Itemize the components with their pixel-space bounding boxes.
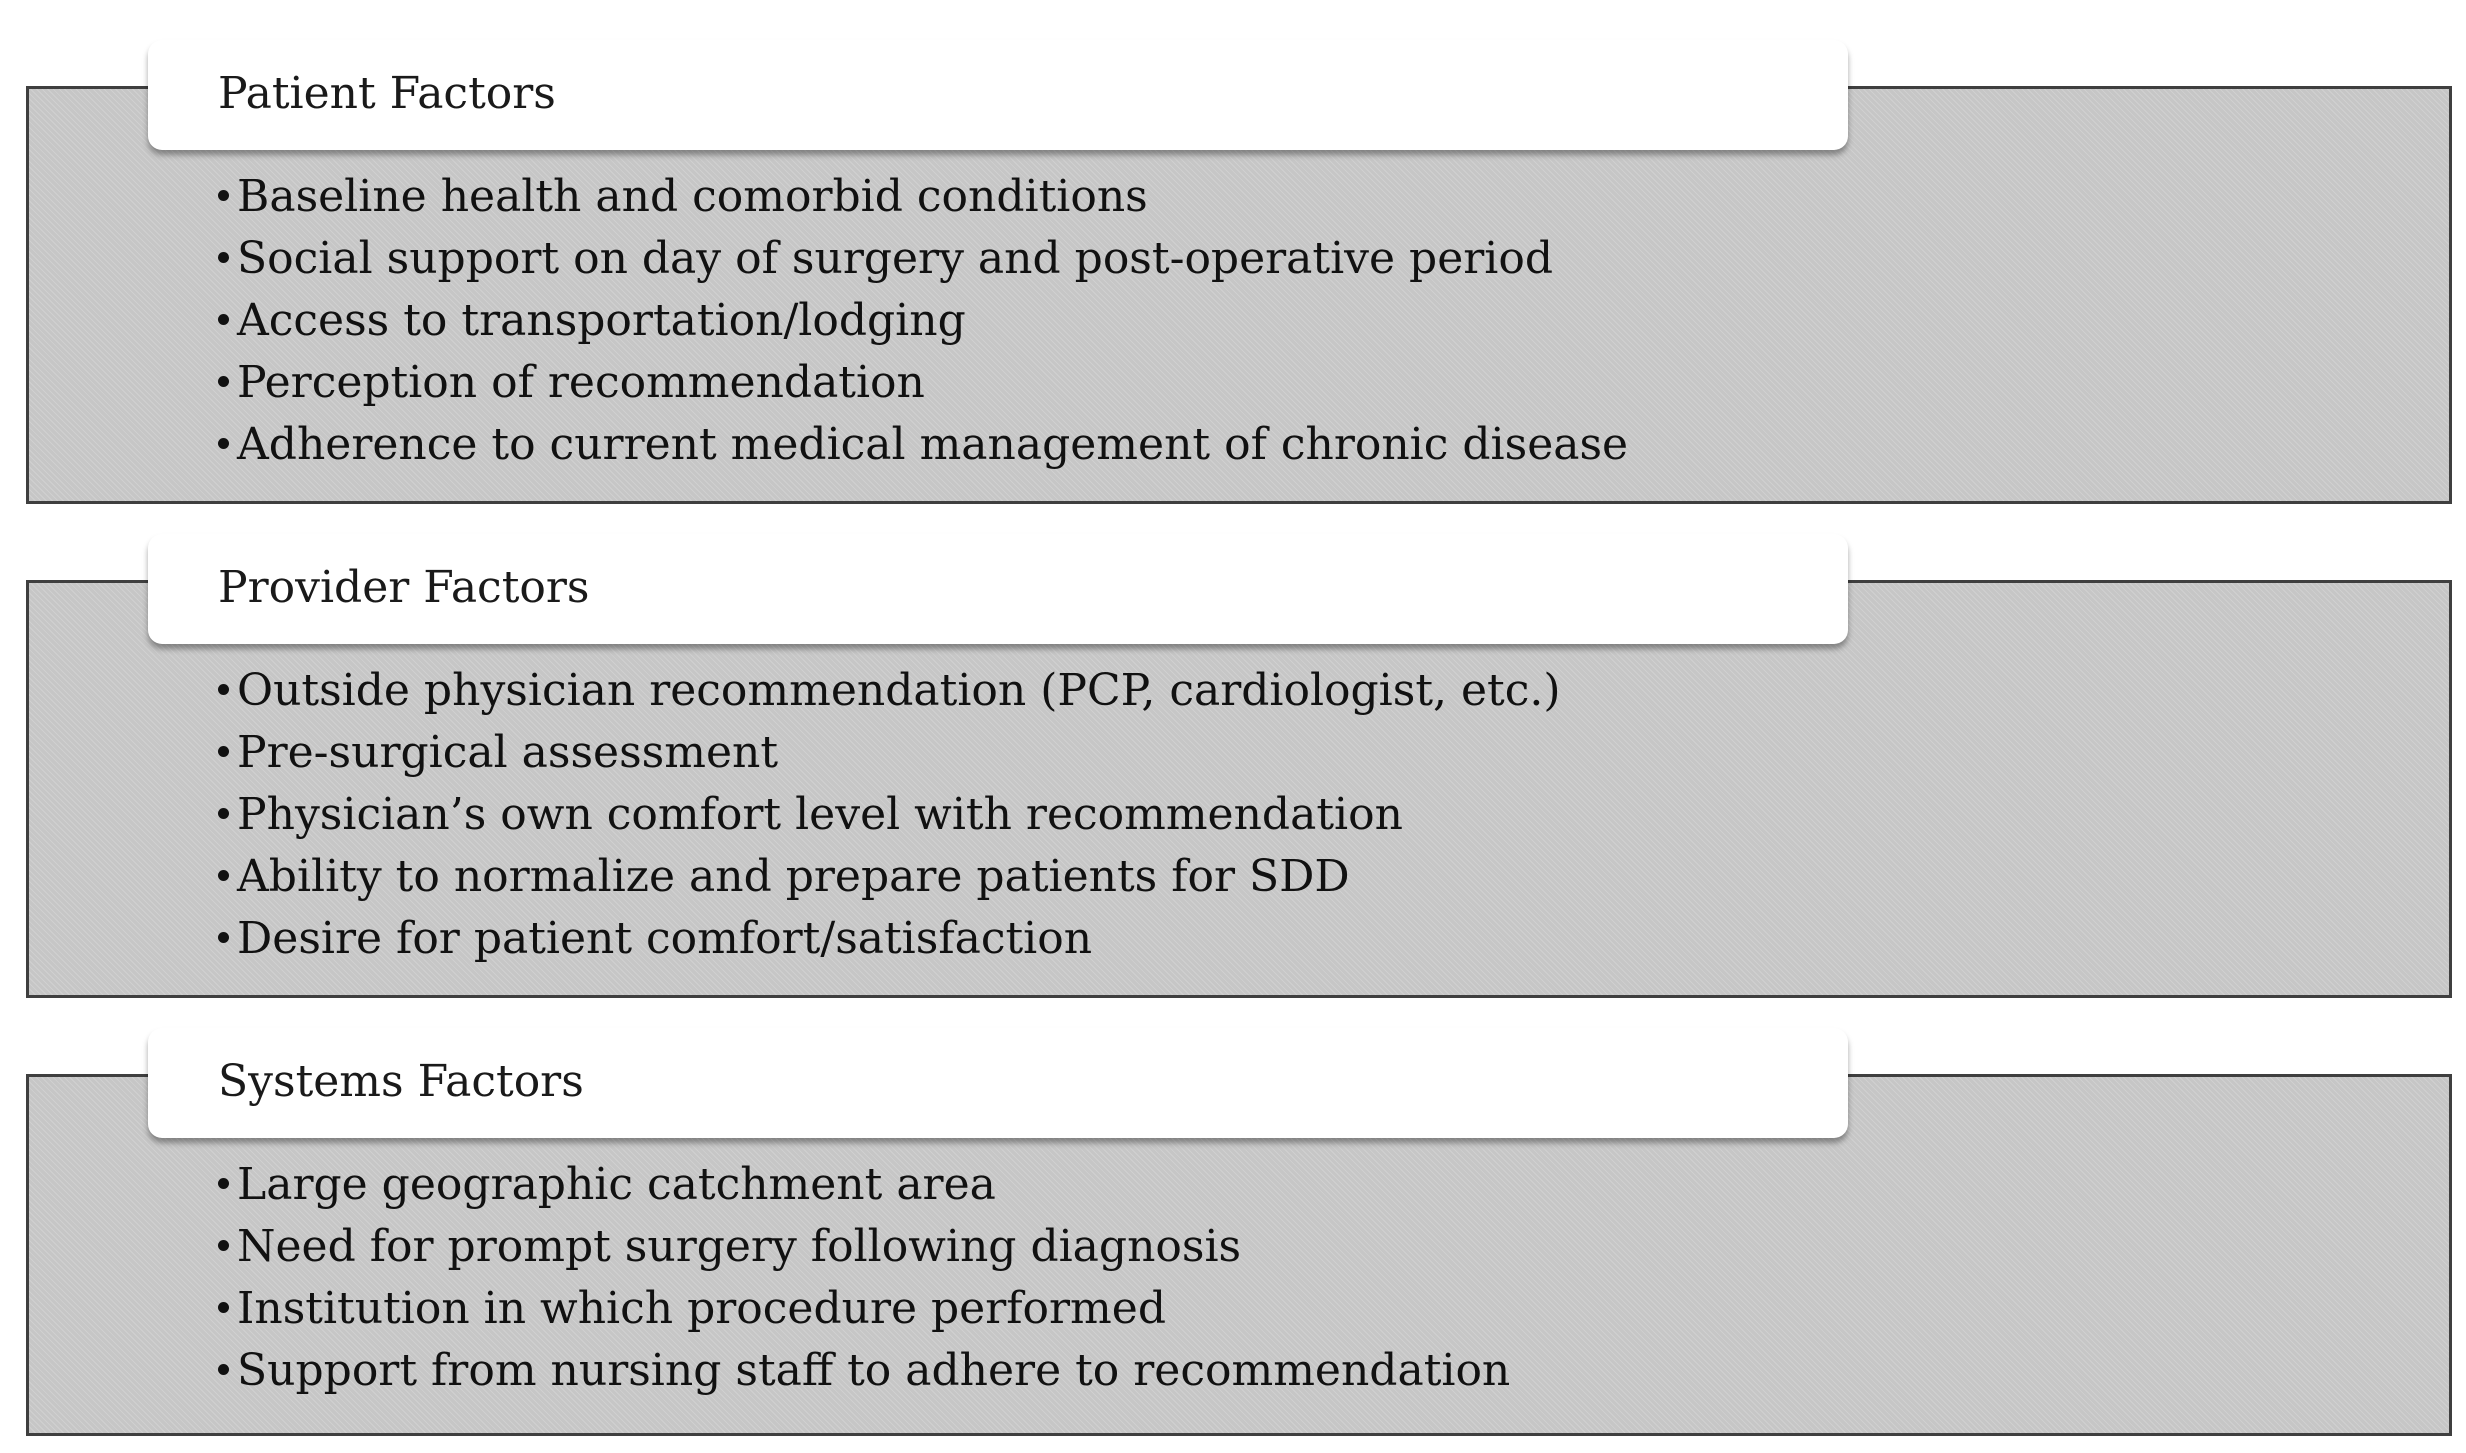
bullet-icon bbox=[218, 1240, 229, 1251]
list-item-text: Ability to normalize and prepare patients for SDD bbox=[237, 851, 1350, 902]
list-item-text: Large geographic catchment area bbox=[237, 1159, 996, 1210]
bullet-icon bbox=[218, 870, 229, 881]
list-item bbox=[218, 1340, 1510, 1402]
systems-factors-header bbox=[148, 1028, 1848, 1138]
bullet-icon bbox=[218, 1302, 229, 1313]
list-item-text: Pre-surgical assessment bbox=[237, 727, 779, 778]
list-item-text: Outside physician recommendation (PCP, cardiologist, etc.) bbox=[237, 665, 1561, 716]
bullet-icon bbox=[218, 190, 229, 201]
systems-factors-list bbox=[218, 1154, 1510, 1402]
list-item-text: Baseline health and comorbid conditions bbox=[237, 171, 1148, 222]
list-item bbox=[218, 722, 1561, 784]
patient-factors-list bbox=[218, 166, 1628, 476]
list-item bbox=[218, 908, 1561, 970]
bullet-icon bbox=[218, 1178, 229, 1189]
bullet-icon bbox=[218, 314, 229, 325]
list-item bbox=[218, 228, 1628, 290]
list-item bbox=[218, 352, 1628, 414]
bullet-icon bbox=[218, 1364, 229, 1375]
list-item-text: Institution in which procedure performed bbox=[237, 1283, 1166, 1334]
patient-factors-header bbox=[148, 40, 1848, 150]
provider-factors-header bbox=[148, 534, 1848, 644]
list-item-text: Perception of recommendation bbox=[237, 357, 925, 408]
bullet-icon bbox=[218, 684, 229, 695]
patient-factors-title: Patient Factors bbox=[218, 68, 556, 119]
list-item bbox=[218, 784, 1561, 846]
list-item bbox=[218, 166, 1628, 228]
list-item-text: Support from nursing staff to adhere to recommendation bbox=[237, 1345, 1511, 1396]
list-item-text: Desire for patient comfort/satisfaction bbox=[237, 913, 1093, 964]
bullet-icon bbox=[218, 746, 229, 757]
list-item-text: Need for prompt surgery following diagnosis bbox=[237, 1221, 1242, 1272]
systems-factors-title: Systems Factors bbox=[218, 1056, 584, 1107]
bullet-icon bbox=[218, 438, 229, 449]
list-item bbox=[218, 660, 1561, 722]
list-item-text: Adherence to current medical management of chronic disease bbox=[237, 419, 1629, 470]
list-item bbox=[218, 846, 1561, 908]
list-item-text: Access to transportation/lodging bbox=[237, 295, 966, 346]
list-item-text: Social support on day of surgery and post-operative period bbox=[237, 233, 1554, 284]
bullet-icon bbox=[218, 376, 229, 387]
bullet-icon bbox=[218, 252, 229, 263]
bullet-icon bbox=[218, 932, 229, 943]
provider-factors-list bbox=[218, 660, 1561, 970]
list-item bbox=[218, 414, 1628, 476]
list-item bbox=[218, 1216, 1510, 1278]
list-item bbox=[218, 1154, 1510, 1216]
provider-factors-title: Provider Factors bbox=[218, 562, 590, 613]
list-item bbox=[218, 1278, 1510, 1340]
bullet-icon bbox=[218, 808, 229, 819]
list-item-text: Physician’s own comfort level with recommendation bbox=[237, 789, 1403, 840]
list-item bbox=[218, 290, 1628, 352]
